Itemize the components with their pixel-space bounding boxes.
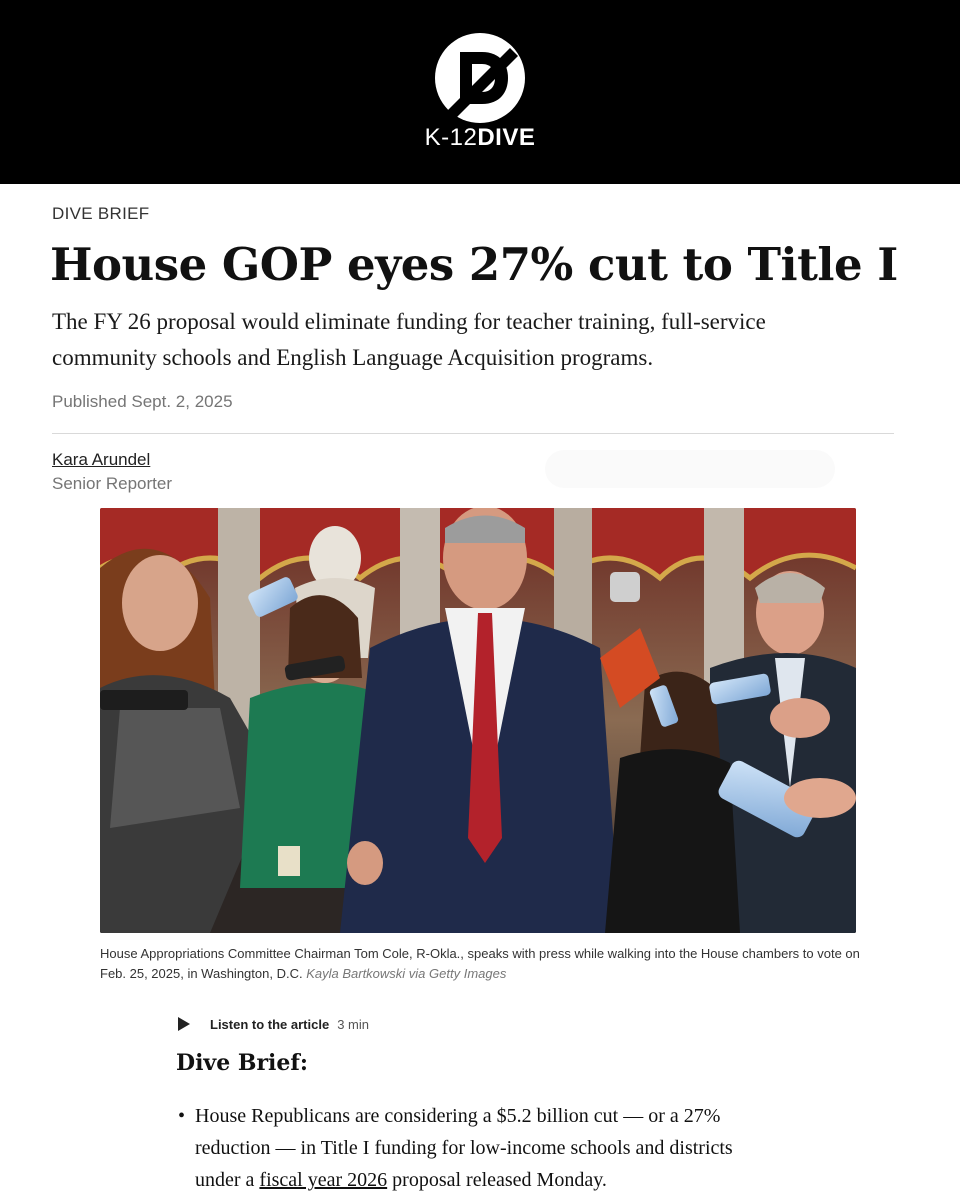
image-caption	[100, 944, 860, 984]
site-header	[0, 0, 960, 184]
listen-duration: 3 min	[337, 1016, 369, 1032]
list-item	[176, 1100, 766, 1196]
article-headline: House GOP eyes 27% cut to Title I	[50, 238, 898, 291]
listen-to-article-button[interactable]	[176, 1014, 369, 1034]
caption-text: House Appropriations Committee Chairman Tom Cole, R-Okla., speaks with press while walking into the House chambers to vote on Feb. 25, 2025, in Washington, D.C.	[100, 946, 860, 981]
article-kicker: DIVE BRIEF	[52, 204, 150, 223]
publish-date: Published Sept. 2, 2025	[52, 392, 233, 411]
article-hero-image	[100, 508, 856, 933]
article-dek: The FY 26 proposal would eliminate funding for teacher training, full-service community schools and English Language Acquisition programs.	[52, 309, 766, 370]
play-icon	[178, 1017, 190, 1031]
k12-dive-logo-icon[interactable]	[430, 28, 530, 128]
photo-credit: Kayla Bartkowski via Getty Images	[306, 966, 507, 981]
brand-name-bold: DIVE	[477, 124, 536, 151]
bullet-text-before: House Republicans are considering a $5.2 billion cut — or a 27% reduction — in Title I funding for low-income schools and districts under a	[195, 1105, 733, 1191]
brand-name-thin: K-12	[424, 124, 478, 151]
dive-brief-heading: Dive Brief:	[176, 1050, 308, 1076]
fiscal-year-2026-link[interactable]: fiscal year 2026	[259, 1169, 388, 1191]
dive-brief-list	[176, 1100, 766, 1196]
share-bar-placeholder	[545, 450, 835, 488]
bullet-text-after: proposal released Monday.	[387, 1169, 607, 1191]
brand-wordmark[interactable]	[0, 124, 960, 152]
author-title: Senior Reporter	[52, 474, 173, 493]
listen-label: Listen to the article	[210, 1016, 330, 1032]
byline-divider	[52, 433, 894, 434]
author-name-link[interactable]: Kara Arundel	[52, 450, 151, 469]
photo-press-scrum	[100, 508, 856, 933]
